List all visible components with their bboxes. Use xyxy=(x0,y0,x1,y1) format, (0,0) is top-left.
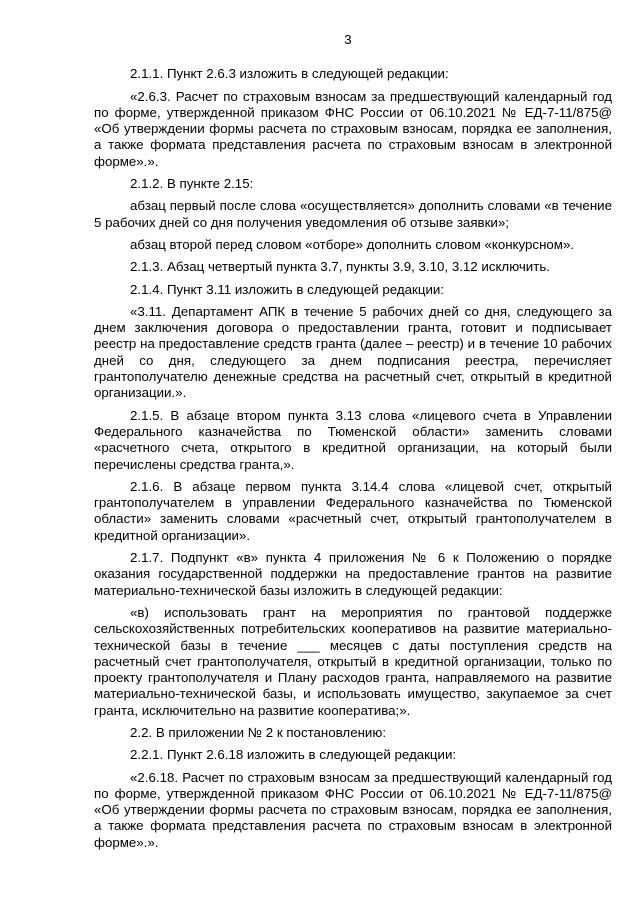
paragraph-2-1-5: 2.1.5. В абзаце втором пункта 3.13 слова «лицевого счета в Управлении Федерального казначейства по Тюменской области» заменить словами «расчетного счета, открытого в кредитной организации, на который были перечислены средства гранта,». xyxy=(94,407,612,472)
paragraph-2-1-1: 2.1.1. Пункт 2.6.3 изложить в следующей редакции: xyxy=(130,66,449,82)
paragraph-abzac-pervyj: абзац первый после слова «осуществляется» дополнить словами «в течение 5 рабочих дней со дня получения уведомления об отзыве заявки»; xyxy=(94,198,612,230)
paragraph-2-1-4: 2.1.4. Пункт 3.11 изложить в следующей редакции: xyxy=(130,281,445,297)
paragraph-2-2: 2.2. В приложении № 2 к постановлению: xyxy=(130,724,387,740)
paragraph-abzac-vtoroj: абзац второй перед словом «отборе» дополнить словом «конкурсном». xyxy=(130,236,575,252)
paragraph-2-1-7: 2.1.7. Подпункт «в» пункта 4 приложения № 6 к Положению о порядке оказания государственной поддержки на предоставление грантов на развитие материально-технической базы изложить в следующей редакции: xyxy=(94,550,612,598)
paragraph-2-1-2: 2.1.2. В пункте 2.15: xyxy=(130,176,254,192)
paragraph-3-11-text: «3.11. Департамент АПК в течение 5 рабочих дней со дня, следующего за днем заключения договора о предоставлении гранта, готовит и подписывает реестр на предоставление средств гранта (далее – реестр) и в течение 10 рабочих дней со дня, следующего за днем подписания реестра, перечисляет грантополучателю денежные средства на расчетный счет, открытый в кредитной организации.». xyxy=(94,303,612,401)
paragraph-2-1-6: 2.1.6. В абзаце первом пункта 3.14.4 слова «лицевой счет, открытый грантополучателем в управлении Федерального казначейства по Тюменской области» заменить словами «расчетный счет, открытый грантополучателем в кредитной организации». xyxy=(94,478,612,543)
paragraph-2-2-1: 2.2.1. Пункт 2.6.18 изложить в следующей редакции: xyxy=(130,747,457,763)
paragraph-2-1-3: 2.1.3. Абзац четвертый пункта 3.7, пункты 3.9, 3.10, 3.12 исключить. xyxy=(130,259,550,275)
paragraph-2-6-3-text: «2.6.3. Расчет по страховым взносам за предшествующий календарный год по форме, утвержденной приказом ФНС России от 06.10.2021 № ЕД-7-11/875@ «Об утверждении формы расчета по страховым взносам, порядка ее заполнения, а также формата представления расчета по страховым взносам в электронной форме».». xyxy=(94,88,612,169)
paragraph-podpunkt-v-text: «в) использовать грант на мероприятия по грантовой поддержке сельскохозяйственных потребительских кооперативов на развитие материально-технической базы в течение ___ месяцев с даты поступления средств на расчетный счет грантополучателя, открытый в кредитной организации, только по проекту грантополучателя и Плану расходов гранта, направляемого на развитие материально-технической базы, и использовать имущество, закупаемое за счет гранта, исключительно на развитие кооператива;». xyxy=(94,604,612,718)
paragraph-2-6-18-text: «2.6.18. Расчет по страховым взносам за предшествующий календарный год по форме, утвержденной приказом ФНС России от 06.10.2021 № ЕД-7-11/875@ «Об утверждении формы расчета по страховым взносам, порядка ее заполнения, а также формата представления расчета по страховым взносам в электронной форме».». xyxy=(94,769,612,850)
page-number: 3 xyxy=(344,32,352,47)
